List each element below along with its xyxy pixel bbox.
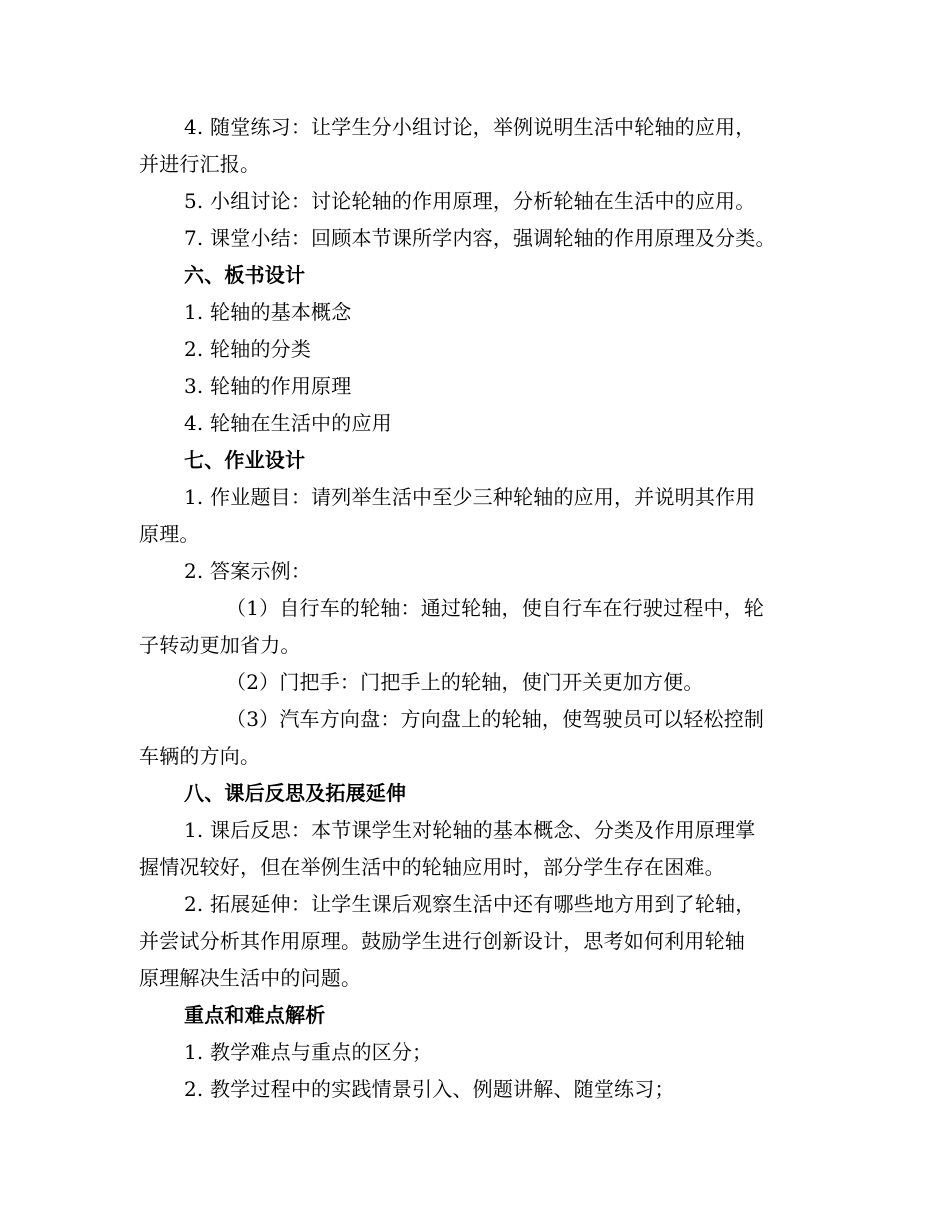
list-item: 4. 轮轴在生活中的应用 bbox=[184, 411, 392, 435]
text-line: 原理解决生活中的问题。 bbox=[139, 966, 362, 990]
section-heading: 八、课后反思及拓展延伸 bbox=[184, 781, 407, 805]
text-line: 2. 答案示例： bbox=[184, 559, 312, 583]
text-line: 7. 课堂小结：回顾本节课所学内容，强调轮轴的作用原理及分类。 bbox=[184, 226, 776, 250]
text-line: 子转动更加省力。 bbox=[139, 633, 301, 657]
text-line: 4. 随堂练习：让学生分小组讨论，举例说明生活中轮轴的应用， bbox=[184, 115, 756, 139]
text-line: 2. 拓展延伸：让学生课后观察生活中还有哪些地方用到了轮轴， bbox=[184, 892, 756, 916]
text-line: 握情况较好，但在举例生活中的轮轴应用时，部分学生存在困难。 bbox=[139, 855, 725, 879]
text-line: 原理。 bbox=[139, 522, 200, 546]
text-line: 5. 小组讨论：讨论轮轴的作用原理，分析轮轴在生活中的应用。 bbox=[184, 189, 756, 213]
text-line: 并尝试分析其作用原理。鼓励学生进行创新设计，思考如何利用轮轴 bbox=[139, 929, 745, 953]
section-heading: 六、板书设计 bbox=[184, 263, 306, 287]
list-item: 1. 教学难点与重点的区分； bbox=[184, 1040, 433, 1064]
section-heading: 七、作业设计 bbox=[184, 448, 306, 472]
section-heading: 重点和难点解析 bbox=[184, 1003, 326, 1027]
list-item: 1. 轮轴的基本概念 bbox=[184, 300, 352, 324]
list-item: 3. 轮轴的作用原理 bbox=[184, 374, 352, 398]
text-line: （1）自行车的轮轴：通过轮轴，使自行车在行驶过程中，轮 bbox=[226, 596, 765, 620]
text-line: 车辆的方向。 bbox=[139, 744, 261, 768]
text-line: 并进行汇报。 bbox=[139, 152, 261, 176]
text-line: 1. 作业题目：请列举生活中至少三种轮轴的应用，并说明其作用 bbox=[184, 485, 756, 509]
list-item: 2. 轮轴的分类 bbox=[184, 337, 312, 361]
text-line: （2）门把手：门把手上的轮轴，使门开关更加方便。 bbox=[226, 670, 704, 694]
text-line: 1. 课后反思：本节课学生对轮轴的基本概念、分类及作用原理掌 bbox=[184, 818, 756, 842]
list-item: 2. 教学过程中的实践情景引入、例题讲解、随堂练习； bbox=[184, 1077, 675, 1101]
text-line: （3）汽车方向盘：方向盘上的轮轴，使驾驶员可以轻松控制 bbox=[226, 707, 765, 731]
